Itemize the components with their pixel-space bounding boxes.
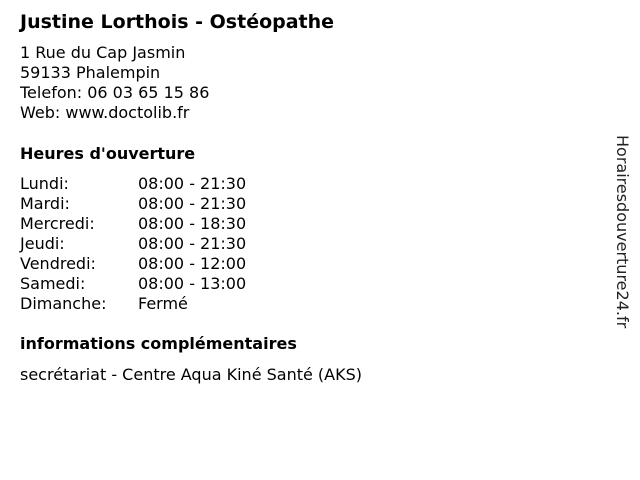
address-city: 59133 Phalempin bbox=[20, 63, 161, 82]
phone-number: Telefon: 06 03 65 15 86 bbox=[20, 83, 210, 102]
hours-time: 08:00 - 21:30 bbox=[138, 174, 247, 193]
hours-time: 08:00 - 12:00 bbox=[138, 254, 247, 273]
site-watermark: Horairesdouverture24.fr bbox=[613, 135, 632, 329]
website: Web: www.doctolib.fr bbox=[20, 103, 190, 122]
hours-day: Jeudi: bbox=[20, 234, 65, 253]
hours-day: Mercredi: bbox=[20, 214, 95, 233]
address-block bbox=[20, 43, 209, 123]
page-title: Justine Lorthois - Ostéopathe bbox=[20, 11, 335, 33]
hours-day: Mardi: bbox=[20, 194, 70, 213]
hours-day: Dimanche: bbox=[20, 294, 107, 313]
additional-info-heading: informations complémentaires bbox=[20, 334, 297, 353]
hours-time: 08:00 - 21:30 bbox=[138, 194, 247, 213]
hours-day: Samedi: bbox=[20, 274, 86, 293]
hours-time: 08:00 - 21:30 bbox=[138, 234, 247, 253]
opening-hours-heading: Heures d'ouverture bbox=[20, 144, 196, 163]
additional-info-text: secrétariat - Centre Aqua Kiné Santé (AKS) bbox=[20, 365, 362, 384]
hours-day: Lundi: bbox=[20, 174, 69, 193]
hours-time: Fermé bbox=[138, 294, 188, 313]
address-street: 1 Rue du Cap Jasmin bbox=[20, 43, 186, 62]
hours-day: Vendredi: bbox=[20, 254, 96, 273]
hours-time: 08:00 - 13:00 bbox=[138, 274, 247, 293]
hours-time: 08:00 - 18:30 bbox=[138, 214, 247, 233]
